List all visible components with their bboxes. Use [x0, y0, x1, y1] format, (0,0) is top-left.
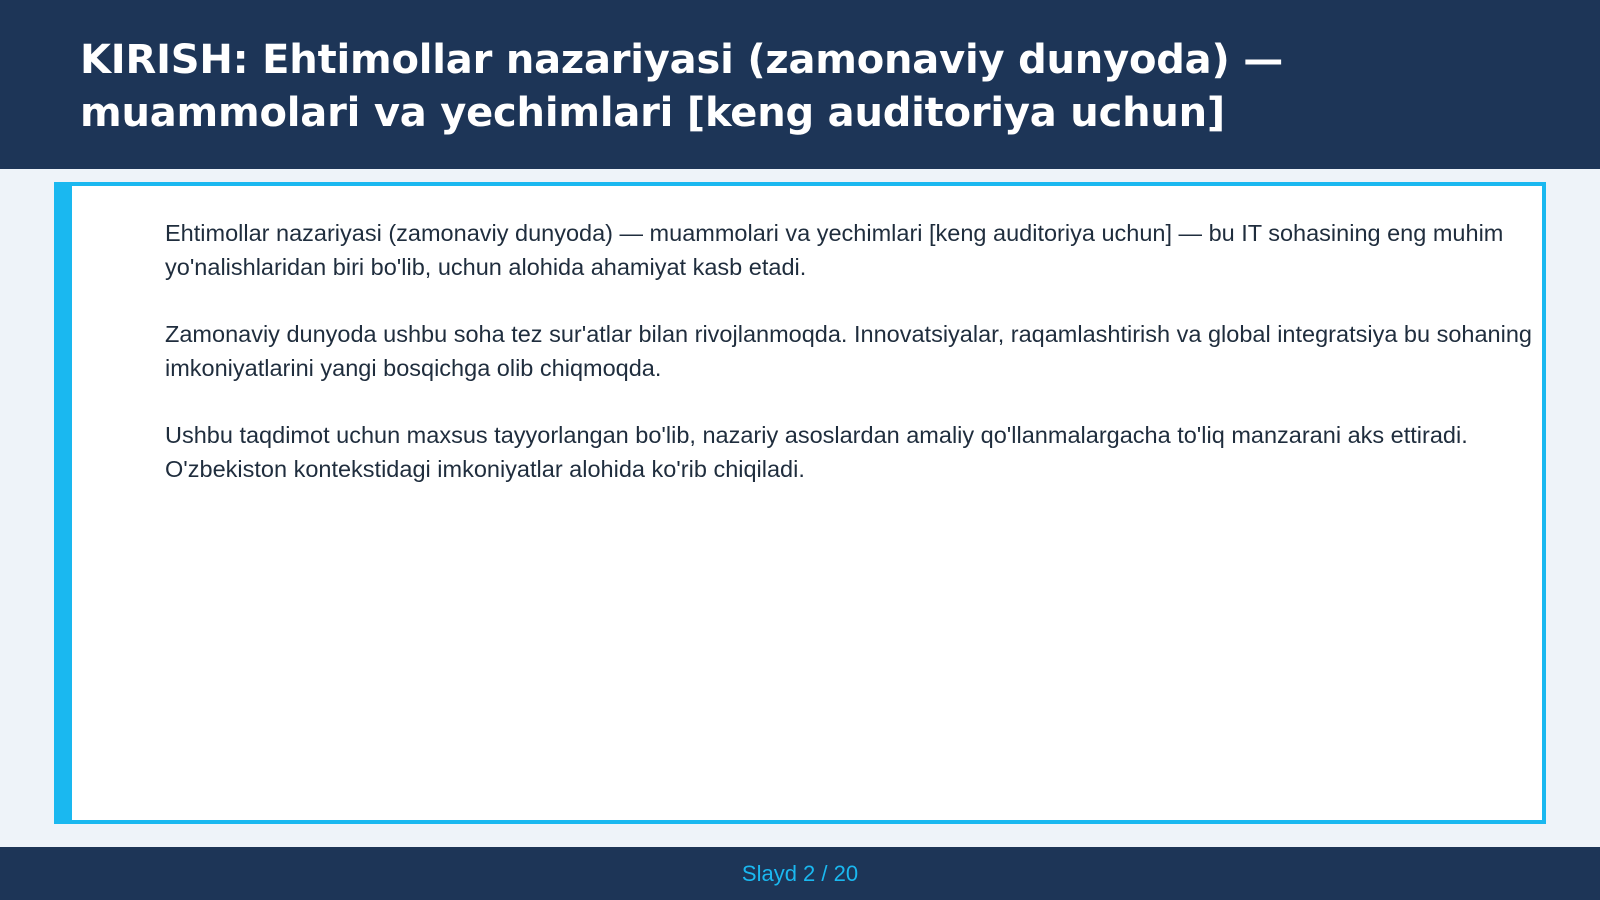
- content-card: [54, 182, 1546, 824]
- slide-title: KIRISH: Ehtimollar nazariyasi (zamonaviy dunyoda) — muammolari va yechimlari [keng auditoriya uchun]: [80, 37, 1284, 136]
- presentation-scope-paragraph: Ushbu taqdimot uchun maxsus tayyorlangan bo'lib, nazariy asoslardan amaliy qo'llanmalargacha to'liq manzarani aks ettiradi. O'zbekiston kontekstidagi imkoniyatlar alohida ko'rib chiqiladi.: [165, 422, 1468, 482]
- slide-number: Slayd 2 / 20: [741, 861, 859, 886]
- intro-paragraph: Ehtimollar nazariyasi (zamonaviy dunyoda) — muammolari va yechimlari [keng auditoriya uchun] — bu IT sohasining eng muhim yo'nalishlaridan biri bo'lib, uchun alohida ahamiyat kasb etadi.: [165, 220, 1504, 280]
- slide-footer: [0, 847, 1600, 900]
- modern-world-paragraph: Zamonaviy dunyoda ushbu soha tez sur'atlar bilan rivojlanmoqda. Innovatsiyalar, raqamlashtirish va global integratsiya bu sohaning imkoniyatlarini yangi bosqichga olib chiqmoqda.: [165, 321, 1532, 381]
- slide-header: [0, 0, 1600, 169]
- content-paragraphs: [165, 216, 1535, 519]
